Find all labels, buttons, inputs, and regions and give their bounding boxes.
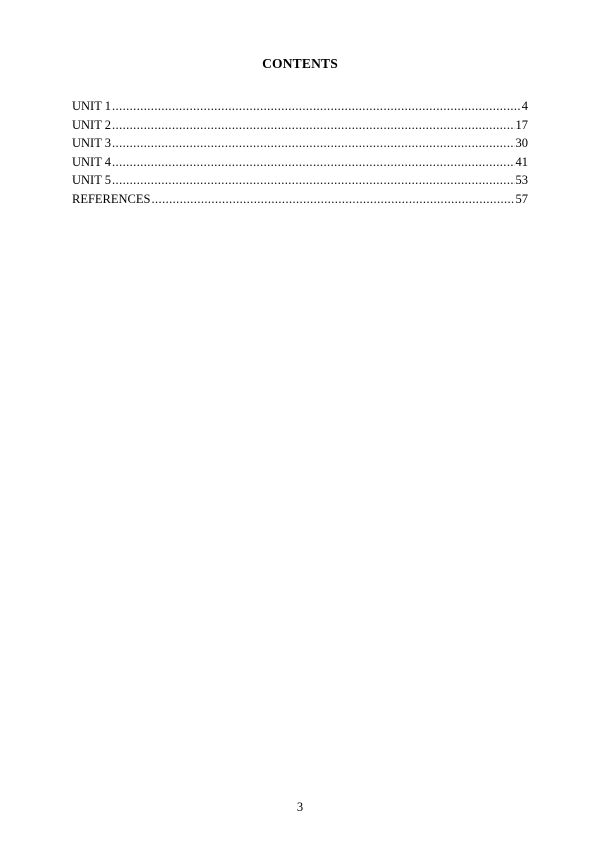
- toc-entry-label: UNIT 5: [72, 173, 112, 188]
- toc-dot-leader: [112, 171, 514, 190]
- toc-entry-unit-3[interactable]: [72, 134, 528, 153]
- contents-heading: CONTENTS: [262, 56, 338, 71]
- toc-entry-page: 57: [515, 191, 528, 206]
- toc-entry-label: UNIT 1: [72, 99, 112, 113]
- toc-dot-leader: [112, 153, 514, 172]
- toc-entry-label: UNIT 3: [72, 136, 112, 151]
- toc-entry-references[interactable]: [72, 190, 528, 209]
- table-of-contents: [72, 97, 528, 209]
- toc-entry-page: 30: [515, 136, 528, 151]
- toc-entry-page: 17: [515, 117, 528, 132]
- toc-entry-page: 53: [515, 173, 528, 188]
- toc-entry-page: 41: [515, 154, 528, 169]
- toc-entry-unit-4[interactable]: [72, 153, 528, 172]
- toc-entry-unit-1[interactable]: [72, 97, 528, 116]
- toc-entry-unit-2[interactable]: [72, 116, 528, 135]
- toc-dot-leader: [152, 190, 515, 209]
- toc-entry-label: UNIT 4: [72, 154, 112, 169]
- toc-dot-leader: [112, 116, 514, 135]
- toc-entry-label: REFERENCES: [72, 191, 151, 206]
- page-number: 3: [296, 800, 304, 814]
- toc-entry-label: UNIT 2: [72, 117, 112, 132]
- toc-dot-leader: [112, 134, 514, 153]
- toc-entry-unit-5[interactable]: [72, 171, 528, 190]
- toc-entry-page: 4: [521, 99, 528, 113]
- toc-dot-leader: [112, 97, 521, 116]
